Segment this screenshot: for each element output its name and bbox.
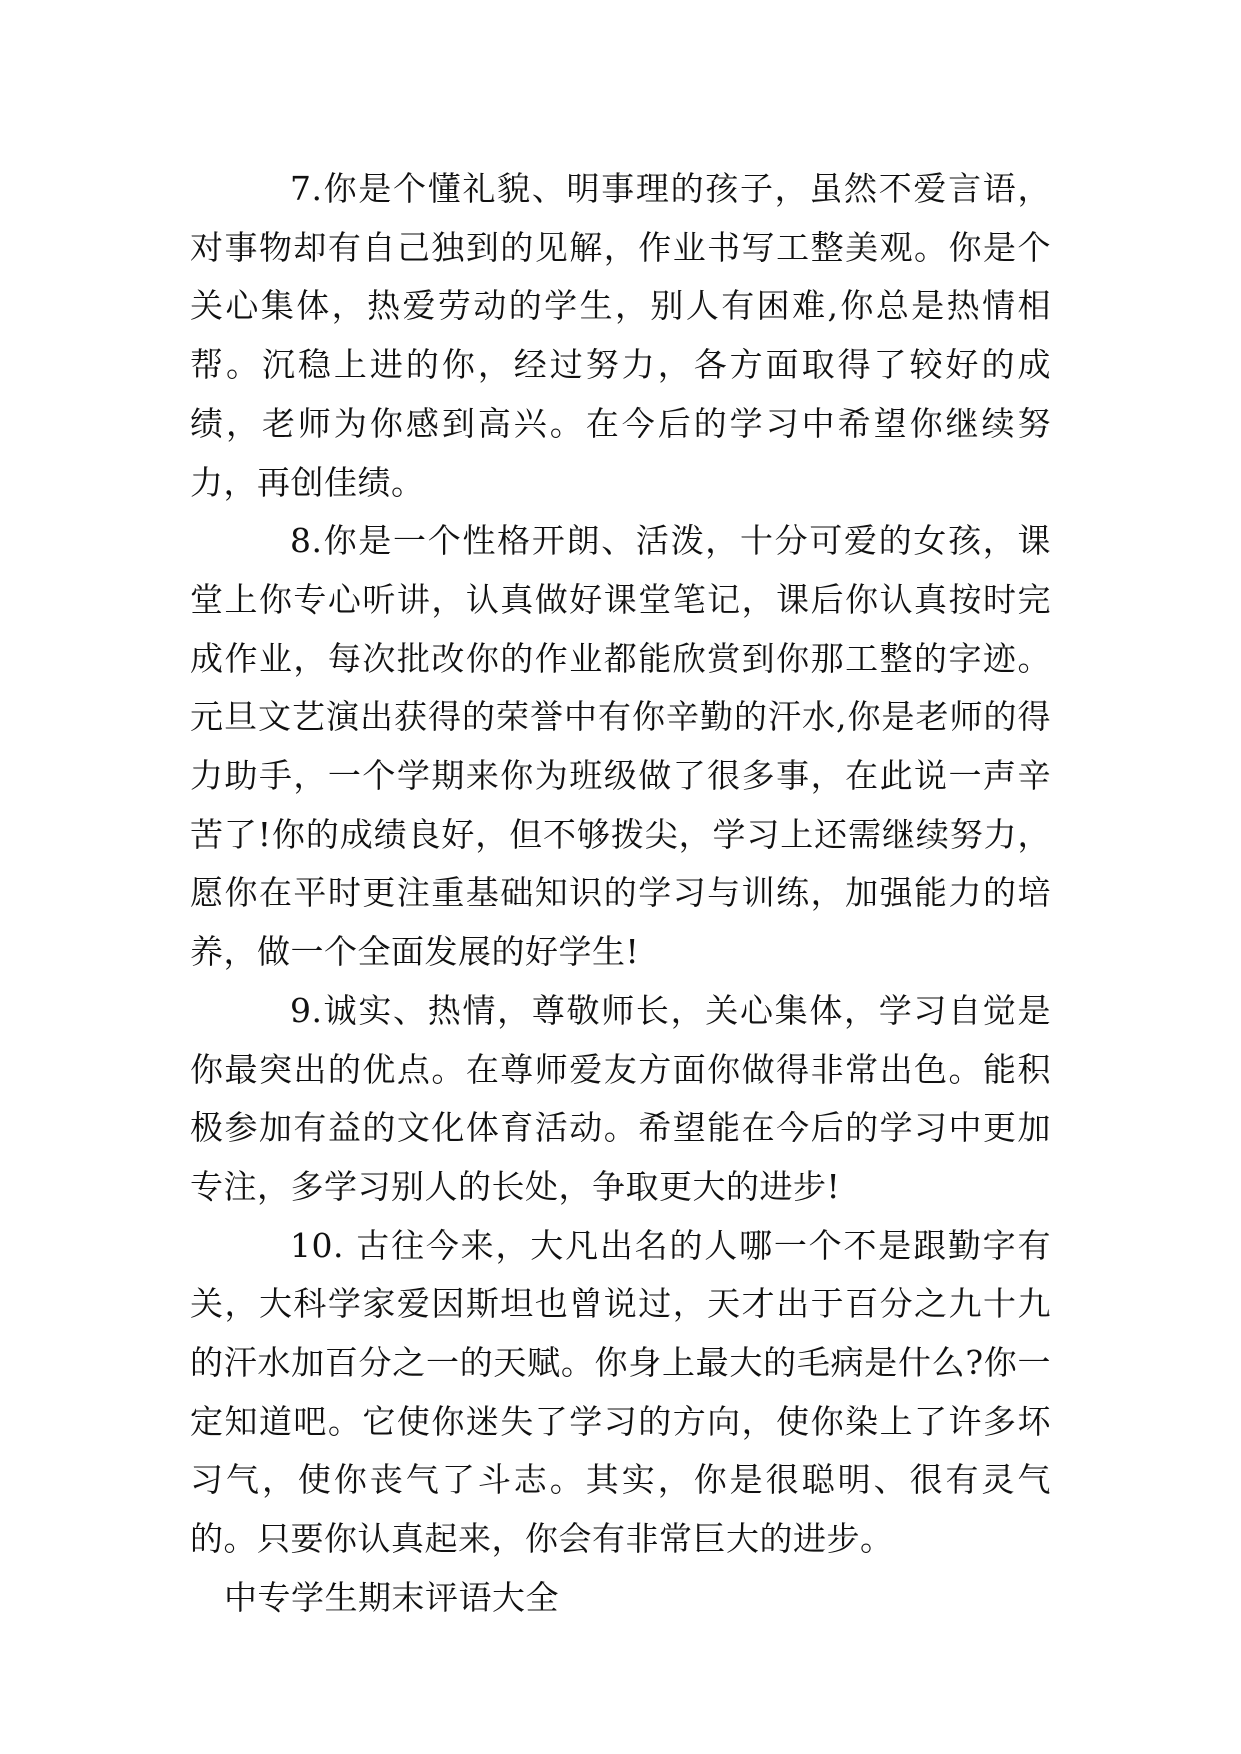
section-heading: 中专学生期末评语大全: [224, 1577, 559, 1617]
document-body: [190, 160, 1051, 1628]
comment-paragraph-9: 9.诚实、热情，尊敬师长，关心集体，学习自觉是你最突出的优点。在尊师爱友方面你做得非常出色。能积极参加有益的文化体育活动。希望能在今后的学习中更加专注，多学习别人的长处，争取更大的进步!: [190, 990, 1051, 1206]
comment-paragraph-7: 7.你是个懂礼貌、明事理的孩子，虽然不爱言语，对事物却有自己独到的见解，作业书写工整美观。你是个关心集体，热爱劳动的学生，别人有困难,你总是热情相帮。沉稳上进的你，经过努力，各方面取得了较好的成绩，老师为你感到高兴。在今后的学习中希望你继续努力，再创佳绩。: [190, 169, 1051, 502]
comment-paragraph-8: 8.你是一个性格开朗、活泼，十分可爱的女孩，课堂上你专心听讲，认真做好课堂笔记，课后你认真按时完成作业，每次批改你的作业都能欣赏到你那工整的字迹。元旦文艺演出获得的荣誉中有你辛勤的汗水,你是老师的得力助手，一个学期来你为班级做了很多事，在此说一声辛苦了!你的成绩良好，但不够拨尖，学习上还需继续努力，愿你在平时更注重基础知识的学习与训练，加强能力的培养，做一个全面发展的好学生!: [190, 521, 1051, 972]
comment-paragraph-10: 10. 古往今来，大凡出名的人哪一个不是跟勤字有关，大科学家爱因斯坦也曾说过，天才出于百分之九十九的汗水加百分之一的天赋。你身上最大的毛病是什么?你一定知道吧。它使你迷失了学习的方向，使你染上了许多坏习气，使你丧气了斗志。其实，你是很聪明、很有灵气的。只要你认真起来，你会有非常巨大的进步。: [190, 1225, 1051, 1559]
